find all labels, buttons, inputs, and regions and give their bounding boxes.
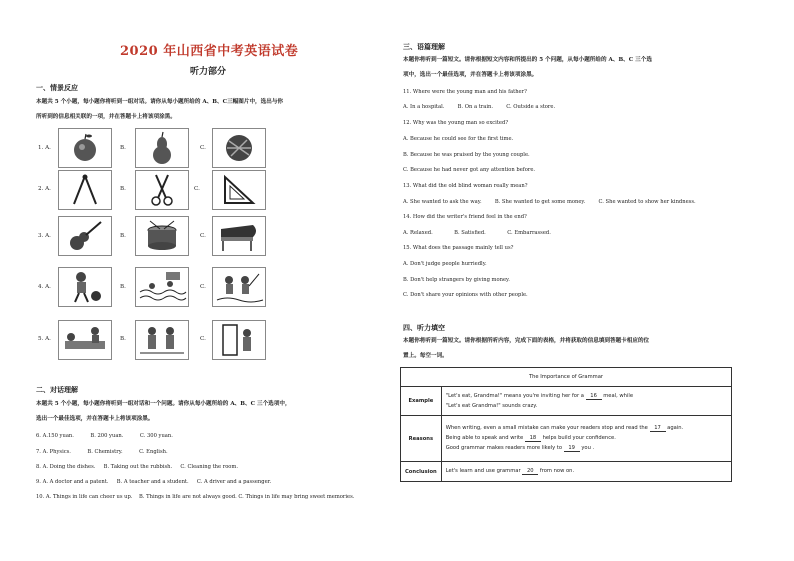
q4-label-c: C.	[200, 284, 206, 290]
question-15-option-b: B. Don't help strangers by giving money.	[403, 277, 510, 283]
scissors-image	[135, 170, 189, 210]
blank-18[interactable]: 18	[525, 435, 541, 442]
reason-line-2: Being able to speak and write 18 helps build your confidence.	[445, 435, 616, 441]
question-15-option-c: C. Don't share your opinions with other people.	[403, 292, 528, 298]
reason-line-3: Good grammar makes readers more likely to 19 you .	[445, 445, 595, 451]
drum-image	[135, 216, 189, 256]
q1-label-b: B.	[120, 145, 126, 151]
section-3-heading: 三、语篇理解	[403, 42, 445, 51]
q2-label-b: B.	[120, 186, 126, 192]
question-12-option-c: C. Because he had never got any attention before.	[403, 167, 536, 173]
question-13: 13. What did the old blind woman really mean?	[403, 183, 528, 189]
guitar-image	[58, 216, 112, 256]
doorway-image	[212, 320, 266, 360]
page-subtitle: 听力部分	[190, 67, 227, 77]
kids-fishing-image	[212, 267, 266, 307]
question-13-options: A. She wanted to ask the way. B. She wanted to get some money. C. She wanted to show her kindness.	[403, 199, 696, 205]
q4-label-a: 4. A.	[38, 284, 51, 290]
piano-image	[212, 216, 266, 256]
apple-image	[58, 128, 112, 168]
q3-label-b: B.	[120, 233, 126, 239]
conclusion-cell: Let's learn and use grammar 20 from now on.	[441, 462, 731, 482]
question-12-option-b: B. Because he was praised by the young couple.	[403, 152, 530, 158]
question-14: 14. How did the writer's friend feel in the end?	[403, 214, 527, 220]
question-12-option-a: A. Because he could see for the first time.	[403, 136, 514, 142]
question-14-options: A. Relaxed. B. Satisfied. C. Embarrassed.	[403, 230, 551, 236]
q1-label-c: C.	[200, 145, 206, 151]
reasons-label: Reasons	[401, 416, 442, 462]
reason-line-1: When writing, even a small mistake can make your readers stop and read the 17 again.	[445, 425, 684, 431]
reasons-cell	[441, 416, 731, 462]
question-6: 6. A.150 yuan. B. 200 yuan. C. 300 yuan.	[36, 433, 173, 439]
page-title: 2020 年山西省中考英语试卷	[120, 44, 299, 59]
question-9: 9. A. A doctor and a patent. B. A teacher and a student. C. A driver and a passenger.	[36, 479, 272, 485]
question-7: 7. A. Physics. B. Chemistry. C. English.	[36, 449, 168, 455]
pear-image	[135, 128, 189, 168]
example-label: Example	[401, 387, 442, 416]
section-4-intro	[403, 337, 773, 360]
section-1-intro	[36, 98, 376, 121]
q5-label-a: 5. A.	[38, 336, 51, 342]
sick-in-bed-image	[58, 320, 112, 360]
question-10: 10. A. Things in life can cheer us up. B. Things in life are not always good. C. Things in life may bring sweet memories.	[36, 494, 355, 500]
question-15: 15. What does the passage mainly tell us?	[403, 245, 514, 251]
question-15-option-a: A. Don't judge people hurriedly.	[403, 261, 487, 267]
boy-playing-ball-image	[58, 267, 112, 307]
blank-17[interactable]: 17	[650, 425, 666, 432]
q3-label-a: 3. A.	[38, 233, 51, 239]
section-1-intro-line-2: 所听到的信息相关联的一项，并在答题卡上将该项涂黑。	[36, 114, 176, 120]
grammar-table	[400, 367, 732, 482]
example-line-2: "Let's eat Grandma!" sounds crazy.	[445, 403, 538, 409]
watermelon-image	[212, 128, 266, 168]
q2-label-a: 2. A.	[38, 186, 51, 192]
question-8: 8. A. Doing the dishes. B. Taking out the rubbish. C. Cleaning the room.	[36, 464, 239, 470]
q1-label-a: 1. A.	[38, 145, 51, 151]
section-1-heading: 一、情景反应	[36, 83, 78, 92]
section-1-intro-line-1: 本题共 5 个小题，每小题你将听到一组对话。请你从每小题所给的 A、B、C三幅图片中，选出与你	[36, 99, 284, 105]
section-2-intro	[36, 400, 386, 423]
q2-label-c: C.	[194, 186, 200, 192]
q4-label-b: B.	[120, 284, 126, 290]
section-4-intro-line-2: 置上。每空一词。	[403, 353, 448, 359]
section-3-intro-line-1: 本题你将听到一篇短文。请你根据短文内容和所提出的 5 个问题，从每小题所给的 A、B、C 三个选	[403, 57, 652, 63]
q5-label-b: B.	[120, 336, 126, 342]
classroom-image	[135, 320, 189, 360]
question-11: 11. Where were the young man and his father?	[403, 89, 527, 95]
question-12: 12. Why was the young man so excited?	[403, 120, 509, 126]
compass-image	[58, 170, 112, 210]
section-2-heading: 二、对话理解	[36, 385, 78, 394]
set-square-image	[212, 170, 266, 210]
blank-19[interactable]: 19	[564, 445, 580, 452]
example-cell	[441, 387, 731, 416]
question-11-options: A. In a hospital. B. On a train. C. Outside a store.	[403, 104, 556, 110]
section-2-intro-line-1: 本题共 5 个小题，每小题你将听到一组对话和一个问题。请你从每小题所给的 A、B、C 三个选项中，	[36, 401, 291, 407]
section-4-intro-line-1: 本题你将听到一篇短文。请你根据所听内容，完成下面的表格，并将获取的信息填到答题卡相应的位	[403, 338, 650, 344]
blank-16[interactable]: 16	[586, 393, 602, 400]
blank-20[interactable]: 20	[522, 468, 538, 475]
section-3-intro	[403, 56, 763, 79]
section-4-heading: 四、听力填空	[403, 323, 445, 332]
people-swimming-image	[135, 267, 189, 307]
table-title: The Importance of Grammar	[401, 368, 732, 387]
conclusion-label: Conclusion	[401, 462, 442, 482]
section-2-intro-line-2: 选出一个最佳选项，并在答题卡上将该项涂黑。	[36, 416, 154, 422]
example-line-1: "Let's eat, Grandma!" means you're inviting her for a 16 meal, while	[445, 393, 634, 399]
q5-label-c: C.	[200, 336, 206, 342]
q3-label-c: C.	[200, 233, 206, 239]
section-3-intro-line-2: 项中，选出一个最佳选项，并在答题卡上将该项涂黑。	[403, 72, 538, 78]
